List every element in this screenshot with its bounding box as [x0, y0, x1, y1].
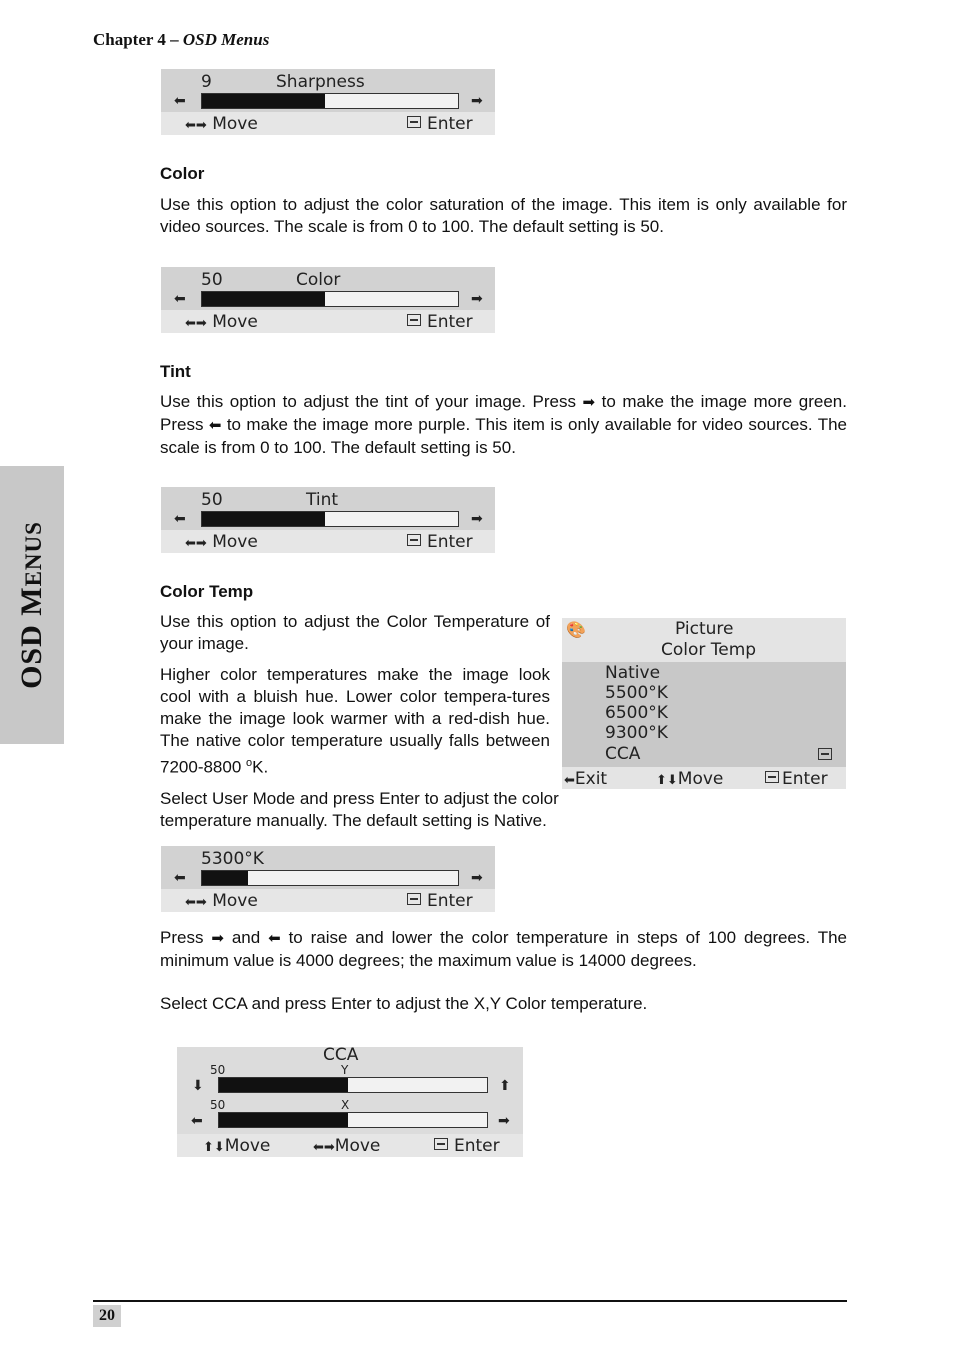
menu-item[interactable]: CCA: [605, 744, 641, 764]
colortemp-para1: Use this option to adjust the Color Temperature of your image.: [160, 612, 550, 653]
arrow-up-icon: ⬆: [499, 1078, 511, 1094]
enter-icon: [407, 893, 421, 905]
menu-item[interactable]: 5500°K: [605, 683, 668, 703]
move-hint: ⬅➡ Move: [185, 532, 258, 552]
enter-icon: [407, 534, 421, 546]
arrow-left-icon: ⬅: [174, 870, 186, 886]
x-label: X: [341, 1098, 350, 1112]
horizontal-move-hint: ⬅➡Move: [313, 1136, 381, 1156]
arrow-left-icon: ⬅: [174, 93, 186, 109]
osd-color-widget: [161, 267, 495, 333]
arrow-right-icon: ➡: [471, 93, 483, 109]
y-label: Y: [341, 1063, 349, 1077]
osd-tint-widget: [161, 487, 495, 553]
press-paragraph: Press ➡ and ⬅ to raise and lower the color temperature in steps of 100 degrees. The minimum value is 4000 degrees; the maximum value is 14000 degrees.: [160, 928, 847, 970]
chapter-title: OSD Menus: [182, 30, 270, 49]
sharpness-title: Sharpness: [276, 72, 365, 92]
enter-hint: Enter: [407, 532, 473, 552]
tint-title: Tint: [306, 490, 339, 510]
enter-hint: Enter: [407, 891, 473, 911]
sharpness-bar: [201, 93, 459, 109]
arrow-left-icon: ⬅: [174, 511, 186, 527]
enter-icon: [407, 314, 421, 326]
page-number: 20: [93, 1305, 121, 1327]
y-bar: [218, 1077, 488, 1093]
exit-hint: ⬅Exit: [564, 769, 608, 789]
y-value: 50: [210, 1063, 226, 1077]
sharpness-value: 9: [201, 72, 212, 92]
x-value: 50: [210, 1098, 226, 1112]
move-hint: ⬆⬇Move: [656, 769, 724, 789]
chapter-header: [93, 30, 269, 50]
arrow-right-icon: ➡: [498, 1113, 510, 1129]
menu-subtitle: Color Temp: [661, 640, 757, 660]
cca-title: CCA: [323, 1045, 359, 1065]
osd-cca-widget: [177, 1047, 523, 1157]
arrow-left-icon: ⬅: [268, 930, 281, 947]
footer-rule: [93, 1300, 847, 1302]
palette-icon: 🎨: [566, 620, 586, 639]
arrow-left-icon: ⬅: [174, 291, 186, 307]
enter-icon: [407, 116, 421, 128]
menu-item[interactable]: 6500°K: [605, 703, 668, 723]
enter-hint: Enter: [407, 114, 473, 134]
enter-hint: Enter: [407, 312, 473, 332]
color-bar: [201, 291, 459, 307]
osd-sharpness-widget: [161, 69, 495, 135]
tint-value: 50: [201, 490, 223, 510]
move-hint: ⬅➡ Move: [185, 114, 258, 134]
tint-heading: Tint: [160, 362, 191, 381]
colortemp-heading: Color Temp: [160, 582, 254, 601]
color-body: Use this option to adjust the color saturation of the image. This item is only available for video sources. The scale is from 0 to 100. The default setting is 50.: [160, 195, 847, 236]
color-heading: Color: [160, 164, 205, 183]
chapter-label: Chapter 4 –: [93, 30, 179, 49]
arrow-right-icon: ➡: [471, 870, 483, 886]
cca-line: Select CCA and press Enter to adjust the X,Y Color temperature.: [160, 994, 648, 1013]
osd-kelvin-widget: [161, 846, 495, 912]
arrow-right-icon: ➡: [471, 291, 483, 307]
color-title: Color: [296, 270, 341, 290]
x-bar: [218, 1112, 488, 1128]
arrow-right-icon: ➡: [471, 511, 483, 527]
tint-body: Use this option to adjust the tint of your image. Press ➡ to make the image more green. Press ⬅ to make the image more purple. This item is only available for video sources. The scale is from 0 to 100. The default setting is 50.: [160, 392, 847, 457]
arrow-right-icon: ➡: [582, 394, 596, 411]
move-hint: ⬅➡ Move: [185, 312, 258, 332]
side-tab-label: OSD MENUS: [15, 521, 48, 689]
arrow-right-icon: ➡: [211, 930, 224, 947]
colortemp-para2: Higher color temperatures make the image look cool with a bluish hue. Lower color tempera-tures make the image look warmer with a red-dish hue. The native color temperature usually falls between 7200-8800 $^o$K.: [160, 665, 550, 777]
osd-colortemp-menu: [562, 618, 846, 789]
tint-bar: [201, 511, 459, 527]
arrow-left-icon: ⬅: [208, 417, 222, 434]
menu-item[interactable]: 9300°K: [605, 723, 668, 743]
colortemp-para3: Select User Mode and press Enter to adjust the color temperature manually. The default setting is Native.: [160, 789, 559, 830]
color-value: 50: [201, 270, 223, 290]
menu-title: Picture: [675, 619, 734, 639]
kelvin-title: 5300°K: [201, 849, 264, 869]
menu-item[interactable]: Native: [605, 663, 661, 683]
enter-hint: Enter: [765, 769, 828, 789]
arrow-down-icon: ⬇: [192, 1078, 204, 1094]
enter-icon: [434, 1138, 448, 1150]
enter-icon: [818, 746, 838, 766]
section-side-tab: [0, 466, 64, 744]
kelvin-bar: [201, 870, 459, 886]
arrow-left-icon: ⬅: [191, 1113, 203, 1129]
move-hint: ⬅➡ Move: [185, 891, 258, 911]
vertical-move-hint: ⬆⬇Move: [203, 1136, 271, 1156]
enter-hint: Enter: [434, 1136, 500, 1156]
